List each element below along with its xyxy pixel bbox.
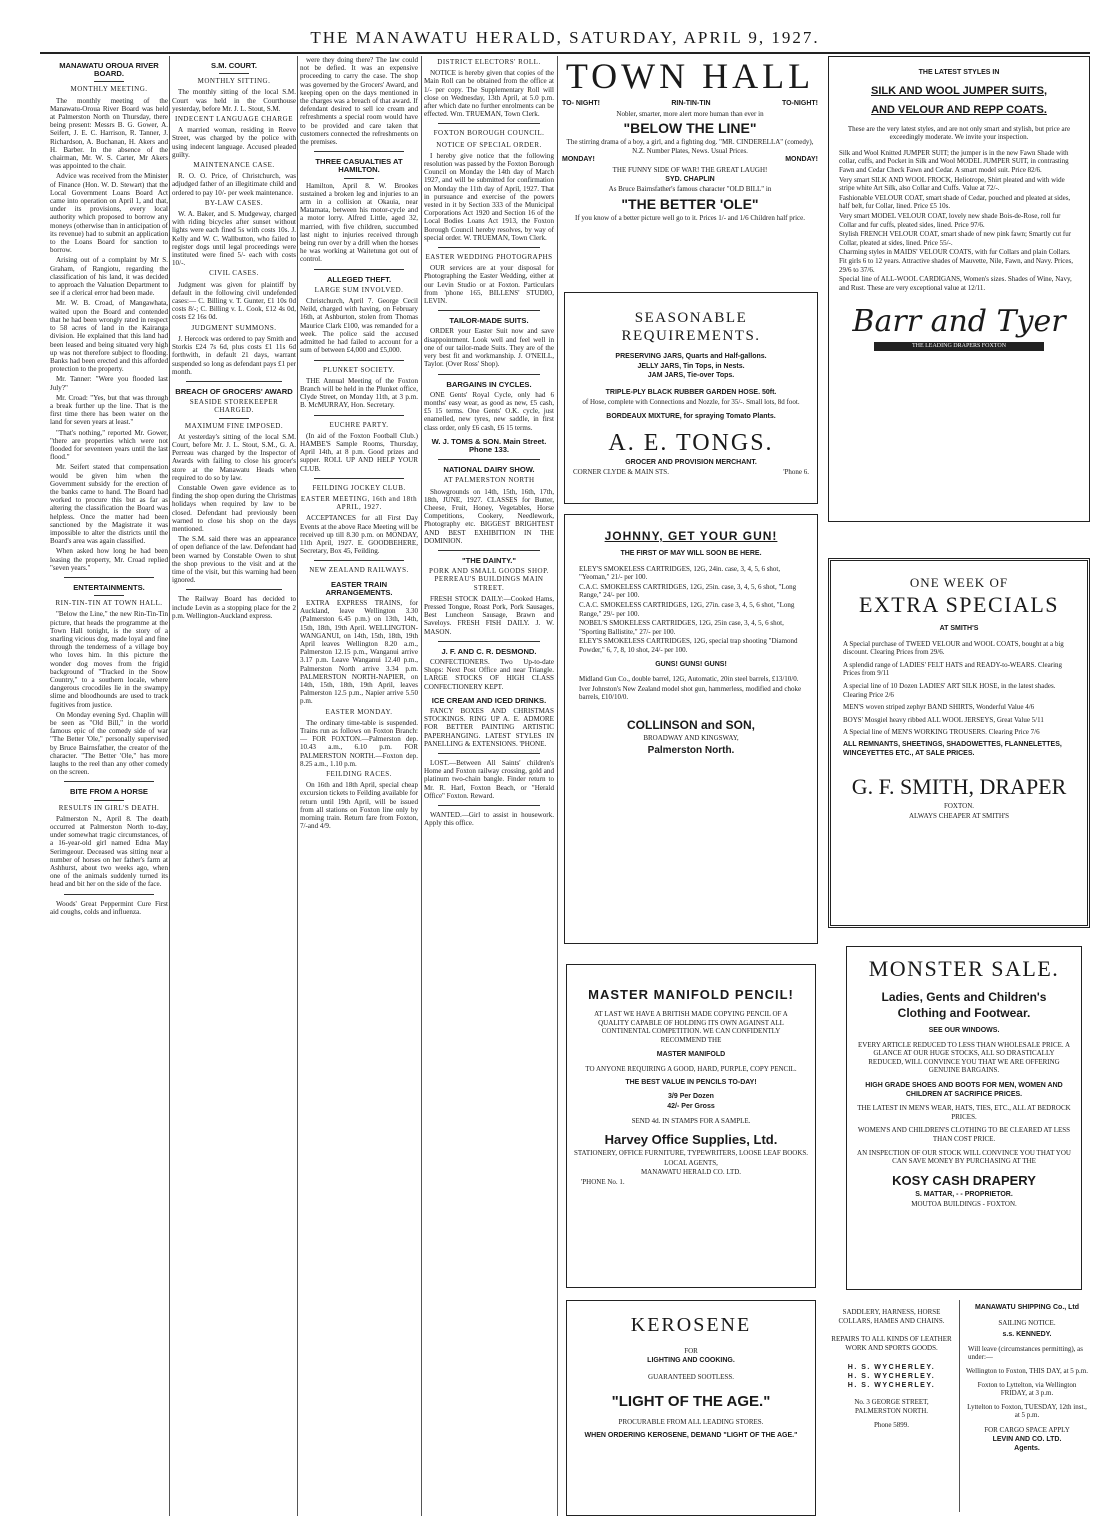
ad-text: Very smart MODEL VELOUR COAT, lovely new shade Bois-de-Rose, roll fur Collar and fur cuffs, pleated sides, lined. Price 97/6. (839, 211, 1061, 229)
ad-name: H. S. WYCHERLEY. (847, 1364, 936, 1372)
ad-barr-tyer (828, 56, 1090, 522)
ad-text: GUNS! GUNS! GUNS! (655, 660, 727, 668)
ad-text: ALWAYS CHEAPER AT SMITH'S (908, 811, 1010, 820)
ad-name: KOSY CASH DRAPERY (892, 1172, 1036, 1188)
subhead: EUCHRE PARTY. (329, 420, 389, 429)
ad-text: PRESERVING JARS, Quarts and Half-gallons. (615, 353, 767, 360)
ad-feature: "THE BETTER 'OLE" (621, 195, 759, 212)
headline: ICE CREAM AND ICED DRINKS. (431, 695, 547, 705)
article-paragraph: Christchurch, April 7. George Cecil Neild, charged with having, on February 16th, at Ashburton, stolen from Thomas Maurice Clark £100, was remanded for a week. The police said the accused admitted he had failed to account for a sum of between £4,000 and £5,000. (300, 297, 418, 355)
column-rule (169, 56, 170, 1516)
ad-text: THE LATEST IN MEN'S WEAR, HATS, TIES, ETC., ALL AT BEDROCK PRICES. (857, 1104, 1071, 1121)
headline: ENTERTAINMENTS. (73, 582, 145, 592)
article-paragraph: The monthly meeting of the Manawatu-Oroua River Board was held at Palmerston North on Thursday, there being present: Messrs B. G. Gower, A. Seifert, J. E. C. Harrison, R. Tanner, J. Richardson, A. Buchanan, H. Akers and H. Barber. In the absence of the chairman, Mr. W. S. Carter, Mr Akers was appointed to the chair. (50, 96, 168, 171)
subhead: NOTICE OF SPECIAL ORDER. (436, 140, 542, 149)
article-paragraph: Advice was received from the Minister of Finance (Hon. W. D. Stewart) that the Local Government Loans Board Act came into operation on April 1, and that, under its provisions, every local authority which proposed to borrow any moneys (otherwise than in anticipation of its revenue) had to submit an application to the Loans Board for sanction to borrow. (50, 172, 168, 255)
article-paragraph: On 16th and 18th April, special cheap excursion tickets to Feilding available for return until 19th April, will be issued from all stations on Foxton line only by morning train. Return fare from Foxton, 7/-and 4/9. (300, 781, 418, 831)
ad-text: LEVIN AND CO. LTD. (992, 1435, 1062, 1443)
ad-text: AN INSPECTION OF OUR STOCK WILL CONVINCE YOU THAT YOU CAN SAVE MONEY BY PURCHASING AT THE (857, 1148, 1071, 1166)
ad-text: THE FUNNY SIDE OF WAR! THE GREAT LAUGH! (612, 165, 768, 174)
ad-text: FOXTON. (943, 802, 974, 811)
ad-title: MANAWATU SHIPPING Co., Ltd (974, 1304, 1080, 1311)
ad-text: TRIPLE-PLY BLACK RUBBER GARDEN HOSE. 50ft. (605, 388, 777, 396)
ad-text: Charming styles in MAIDS' VELOUR COATS, with fur Collars and plain Collars. Fit girls 6 to 12 years. Attractive shades of Mauvette, Nile, Fawn, and Navy. Prices, 29/6 to 37/6. (839, 248, 1073, 274)
column-1 (50, 56, 168, 1521)
ad-town-hall (562, 56, 818, 246)
article-paragraph: ACCEPTANCES for all First Day Events at the above Race Meeting will be received up till 8.30 p.m. on MONDAY, 11th April, 1927. E. GOODBEHERE, Secretary, Box 45, Feilding. (300, 514, 418, 556)
ad-text: PROCURABLE FROM ALL LEADING STORES. (618, 1417, 764, 1426)
ad-text: TO- NIGHT! (562, 100, 600, 107)
subhead: RIN-TIN-TIN AT TOWN HALL. (55, 599, 163, 608)
ad-text: MONDAY! (785, 156, 818, 164)
column-rule (421, 56, 422, 1516)
subhead: EASTER MEETING, 16th and 18th APRIL, 1927. (300, 494, 418, 512)
ad-text: THE LATEST STYLES IN (918, 69, 1000, 76)
ad-text: Special line of ALL-WOOL CARDIGANS, Women's sizes. Shades of Wine, Navy, and Rust. These are very exceptional value at 12/11. (839, 275, 1072, 292)
ad-text: Will leave (circumstances permitting), as under:— (968, 1344, 1083, 1362)
ad-text: Silk and Wool Knitted JUMPER SUIT; the jumper is in the new Fawn Shade with collar, cuffs, and Pocket in Silk and Wool MODEL JUMPER SUIT, in contrasting Fawn and Cedar Check Fawn and Cedar. A smart model suit. Price 82/6. (839, 148, 1069, 174)
headline: THREE CASUALTIES AT HAMILTON. (315, 157, 403, 175)
article-paragraph: The Railway Board has decided to include Levin as a stopping place for the 2 p.m. Wellington-Auckland express. (172, 595, 296, 620)
ad-text: Very smart SILK AND WOOL FROCK, Heliotrope, Shirt pleated and with wide stripe white Art Silk, also Collar and Cuffs. Value at 72/-. (839, 175, 1065, 193)
column-2 (172, 56, 296, 1521)
subhead: PLUNKET SOCIETY. (323, 365, 395, 374)
article-paragraph: A married woman, residing in Reeve Street, was charged by the police with using indecent language. Accused pleaded guilty. (172, 126, 296, 159)
subhead: LARGE SUM INVOLVED. (314, 285, 404, 294)
ad-text: ELEY'S SMOKELESS CARTRIDGES, 12G, special trap shooting "Diamond Powder," 6, 7, 8, 10 shot, 24/- per 100. (579, 637, 798, 654)
subhead: NEW ZEALAND RAILWAYS. (309, 566, 409, 575)
column-3 (300, 56, 418, 1521)
ad-text: WHEN ORDERING KEROSENE, DEMAND "LIGHT OF THE AGE." (584, 1432, 798, 1440)
ad-title: MASTER MANIFOLD PENCIL! (588, 987, 794, 1002)
masthead: THE MANAWATU HERALD, SATURDAY, APRIL 9, 1927. (40, 28, 1090, 54)
ad-text: ONE WEEK OF (909, 575, 1009, 590)
ad-text: BORDEAUX MIXTURE, for spraying Tomato Plants. (606, 412, 776, 420)
ad-feature: "BELOW THE LINE" (623, 120, 757, 137)
ad-name: G. F. SMITH, DRAPER (851, 774, 1067, 800)
ad-text: No. 3 GEORGE STREET, PALMERSTON NORTH. (854, 1398, 929, 1415)
article-paragraph: ORDER your Easter Suit now and save disappointment. Look well and feel well in one of our tailor-made Suits. They are of the very best fit and workmanship. J. O'NEILL, Taylor. (Over Ross' Shop). (424, 327, 554, 369)
article-paragraph: The ordinary time-table is suspended. Trains run as follows on Foxton Branch:— FOR FOXTON.—Palmerston dep. 10.43 a.m., 6.10 p.m. FOR PALMERSTON NORTH.—Foxton dep. 8.25 a.m., 1.10 p.m. (300, 718, 418, 768)
ad-text: LOCAL AGENTS, (664, 1158, 718, 1167)
ad-text: S. MATTAR, - - PROPRIETOR. (915, 1190, 1013, 1198)
article-paragraph: EXTRA EXPRESS TRAINS, for Auckland, leave Wellington 3.30 (Palmerston 6.45 p.m.) on 13th, 14th, 15th, 18th, 19th April. WELLINGTON-WANGANUI, on 14th, 15th, 18th, 19th April leaves Wellington 8.20 a.m., Palmerston 12.15 p.m., Wanganui arrive 3.17 p.m. Leave Wanganui 12.40 p.m., Palmerston North arrive 3.34 p.m. PALMERSTON NORTH-NAPIER, on 14th, 15th, 18th, 19th April, leaves Palmerston 12.5 p.m., Napier arrive 5.50 p.m. (300, 598, 418, 706)
ad-text: If you know of a better picture well go to it. Prices 1/- and 1/6 Children half price. (575, 213, 805, 222)
ad-text: Lyttelton to Foxton, TUESDAY, 12th inst., at 5 p.m. (967, 1402, 1087, 1420)
ad-name: A. E. TONGS. (608, 429, 774, 456)
ad-text: CORNER CLYDE & MAIN STS. (573, 468, 669, 477)
article-paragraph: Mr. Croad: "Yes, but that was through a break further up the line. That is the first time there has been water on the land for seven years at least." (50, 393, 168, 427)
ad-text: Midland Gun Co., double barrel, 12G, Automatic, 20in steel barrels, £13/10/0. (579, 675, 799, 684)
ad-harvey (566, 964, 816, 1288)
article-paragraph: Mr. Tanner: "Were you flooded last July?" (50, 375, 168, 392)
ad-text: Ladies, Gents and Children's (881, 990, 1047, 1004)
ad-text: BOYS' Mosgiel heavy ribbed ALL WOOL JERSEYS, Great Value 5/11 (843, 715, 1044, 724)
ad-shipping (964, 1300, 1090, 1512)
ad-title: KEROSENE (630, 1314, 752, 1336)
ad-title: MONSTER SALE. (868, 956, 1060, 981)
ad-text: THE FIRST OF MAY WILL SOON BE HERE. (620, 550, 762, 557)
article-paragraph: were they doing there? The law could not be defied. It was an expensive proceeding to carry the case. The shop was governed by the Grocers' Award, and keeping open on the days mentioned in the charges was a breach of that award. If defendant desired to sell ice cream and refreshments a special room would have to be provided and care taken that customers connected the refreshments on the premises. (300, 56, 418, 147)
ad-text: JELLY JARS, Tin Tops, in Nests. (637, 362, 745, 370)
article-paragraph: FANCY BOXES AND CHRISTMAS STOCKINGS. RING UP A. E. ADMORE FOR BETTER PAINTING ARTISTIC PAPERHANGING. LATEST STYLES IN PANELLING & EXTENSIONS. 'PHONE. (424, 707, 554, 748)
ad-text: A special line of 10 Dozen LADIES' ART SILK HOSE, in the latest shades. Clearing Price 2/6 (843, 681, 1056, 699)
article-paragraph: R. O. O. Price, of Christchurch, was adjudged father of an illegitimate child and ordered to pay 10/- per week maintenance. (172, 172, 296, 197)
ad-text: BROADWAY AND KINGSWAY, (643, 733, 739, 742)
ad-text: 3/9 Per Dozen (668, 1093, 714, 1101)
subhead: DISTRICT ELECTORS' ROLL. (437, 58, 541, 66)
ad-text: LIGHTING AND COOKING. (647, 1356, 735, 1364)
barr-tyer-logo: Barr and Tyer (852, 304, 1066, 340)
headline: TAILOR-MADE SUITS. (449, 316, 529, 326)
ad-text: Phone 5899. (874, 1421, 909, 1430)
ad-text: C.A.C. SMOKELESS CARTRIDGES, 12G, 27in. case 3, 4, 5, 6 shot, "Long Range," 29/- per 100. (579, 600, 795, 618)
article-paragraph: OUR services are at your disposal for Photographing the Easter Wedding, either at our Levin Studio or at Foxton. Particulars from 'phone 165, BILLENS' STUDIO, LEVIN. (424, 264, 554, 306)
headline: ALLEGED THEFT. (326, 274, 392, 284)
ad-text: NOBEL'S SMOKELESS CARTRIDGES, 12G, 25in case, 3, 4, 5, 6 shot, "Sporting Ballistite," 27/- per 100. (579, 619, 784, 636)
ad-name: COLLINSON and SON, (626, 717, 755, 732)
ad-text: ALL REMNANTS, SHEETINGS, SHADOWETTES, FLANNELETTES, WINCEYETTES ETC., AT SALE PRICES. (843, 740, 1062, 757)
ad-text: MOUTOA BUILDINGS - FOXTON. (911, 1200, 1017, 1209)
ad-title: AND VELOUR AND REPP COATS. (871, 103, 1047, 116)
subhead: FEILDING RACES. (326, 770, 392, 779)
headline: BREACH OF GROCERS' AWARD (175, 386, 293, 396)
article-paragraph: Hamilton, April 8. W. Brookes sustained a broken leg and injuries to an arm in a collision at Okauia, near Matamata, between his motor-cycle and a motor lorry. Alfred Little, aged 32, married, with five children, succumbed last night to injuries received through being run over by a drill when the horses he was working at Waitetuna got out of control. (300, 181, 418, 264)
article-paragraph: The S.M. said there was an appearance of open defiance of the law. Defendant had been warned by Constable Owen to shut the shop previous to the visit and at the time of the visit, but this warning had been ignored. (172, 535, 296, 585)
ad-text: SYD. CHAPLIN (665, 175, 715, 183)
ad-text: RIN-TIN-TIN (671, 100, 711, 107)
ad-slogan: "LIGHT OF THE AGE." (611, 1392, 771, 1410)
headline: "THE DAINTY." (461, 555, 517, 565)
ad-title: JOHNNY, GET YOUR GUN! (604, 529, 778, 543)
ad-saddlery (824, 1300, 960, 1512)
article-paragraph: Woods' Great Peppermint Cure First aid coughs, colds and influenza. (50, 899, 168, 916)
subhead: AT PALMERSTON NORTH (443, 476, 535, 485)
ad-text: MEN'S woven striped zephyr BAND SHIRTS, Wonderful Value 4/6 (843, 703, 1035, 712)
subhead: RESULTS IN GIRL'S DEATH. (58, 803, 160, 812)
ad-text: Clothing and Footwear. (897, 1006, 1031, 1020)
ad-text: Nobler, smarter, more alert more human than ever in (616, 109, 764, 118)
ad-text: 42/- Per Gross (667, 1102, 715, 1110)
headline: MANAWATU OROUA RIVER BOARD. (59, 61, 159, 79)
headline: BITE FROM A HORSE (70, 787, 148, 797)
ad-text: Palmerston North. (647, 744, 735, 756)
article-paragraph: When asked how long he had been leasing the property, Mr. Croad replied "seven years." (50, 547, 168, 572)
article-paragraph: (In aid of the Foxton Football Club.) HAMBE'S Sample Rooms, Thursday, April 14th, at 8 p.m. Good prizes and supper. ROLL UP AND HELP YOUR CLUB. (300, 431, 418, 473)
subhead: MAINTENANCE CASE. (193, 161, 275, 170)
ad-name: H. S. WYCHERLEY. (847, 1372, 936, 1380)
ad-text: 'Phone 6. (783, 468, 809, 477)
article-paragraph: J. Hercock was ordered to pay Smith and Storkis £24 7s 6d, plus costs £1 11s 6d forthwith, in default 21 days, warrant suspended so long as defendant pays £1 per month. (172, 334, 296, 376)
ad-name: H. S. WYCHERLEY. (847, 1381, 936, 1389)
article-paragraph: FRESH STOCK DAILY:—Cooked Hams, Pressed Tongue, Roast Pork, Pork Sausages, Best Luncheon Sausage, Brawn and Saveloys. FRESH FISH DAILY. J. W. MASON. (424, 594, 554, 636)
ad-text: These are the very latest styles, and are not only smart and stylish, but price are exceedingly moderate. We invite your inspection. (847, 124, 1071, 142)
article-paragraph: I hereby give notice that the following resolution was passed by the Foxton Borough Council on Monday the 14th day of March 1927, and will be submitted for confirmation on Monday the 11th day of April, 1927. That in pursuance and exercise of the powers vested in it by Section 333 of the Municipal Corporations Act 1920 and Section 16 of the Local Bodies Loans Act 1913, the Foxton Borough Council hereby resolves, by way of special order. W. TRUEMAN, Town Clerk. (424, 151, 554, 242)
subhead: EASTER WEDDING PHOTOGRAPHS (425, 253, 553, 262)
ad-text: Wellington to Foxton, THIS DAY, at 5 p.m. (965, 1366, 1088, 1375)
ad-text: WOMEN'S AND CHILDREN'S CLOTHING TO BE CLEARED AT LESS THAN COST PRICE. (857, 1126, 1071, 1143)
article-paragraph: Constable Owen gave evidence as to finding the shop open during the Christmas holidays when required by law to be closed. Defendant had previously been warned to close his shop on the days mentioned. (172, 483, 296, 533)
subhead: MAXIMUM FINE IMPOSED. (184, 421, 284, 430)
ad-title: TOWN HALL (565, 56, 815, 96)
column-rule (297, 56, 298, 1516)
article-paragraph: On Monday evening Syd. Chaplin will be seen as "Old Bill," in the world famous epic of the comedy side of war "The Better 'Ole," personally supervised by Bruce Bairnsfather, the creator of the character. "The Better 'Ole," has more laughs to the reel than any other comedy on the screen. (50, 710, 168, 777)
subhead: MONTHLY SITTING. (197, 77, 271, 86)
ad-name: Harvey Office Supplies, Ltd. (604, 1131, 778, 1147)
ad-text: GROCER AND PROVISION MERCHANT. (625, 458, 757, 466)
ad-kerosene (566, 1300, 816, 1516)
ad-text: s.s. KENNEDY. (1002, 1331, 1052, 1339)
article-paragraph: "That's nothing," reported Mr. Gower, "there are properties which were not flooded for seventeen years until the last flood." (50, 428, 168, 462)
article-paragraph: Mr. W. B. Croad, of Mangawhata, waited upon the Board and contended that he had been wrongly rated in respect to 58 acres of land in the Kairanga division. He explained that this land had been leased and being situated very high up was not therefore subject to flooding. Banks had been erected and this afforded protection to the property. (50, 299, 168, 374)
column-4 (424, 56, 554, 1521)
ad-text: AT SMITH'S (939, 625, 979, 632)
ad-text: SADDLERY, HARNESS, HORSE COLLARS, HAMES AND CHAINS. (838, 1308, 945, 1325)
ad-text: REPAIRS TO ALL KINDS OF LEATHER WORK AND SPORTS GOODS. (831, 1335, 952, 1352)
subhead: BY-LAW CASES. (204, 198, 264, 207)
ad-text: MANAWATU HERALD CO. LTD. (640, 1168, 742, 1177)
ad-tongs (564, 292, 818, 504)
headline: J. F. AND C. R. DESMOND. (441, 646, 537, 656)
ad-text: A splendid range of LADIES' FELT HATS and READY-to-WEARS. Clearing Prices from 9/11 (843, 660, 1063, 678)
article-paragraph: Mr. Seifert stated that compensation would be given him when the Government subsidy for the erection of the banks came to hand. The Board had worked to procure this but as far as altering the classification the Board was helpless. Once the matter had been sanctioned by the Magistrate it was impossible to alter the districts until the Board's area was again classified. (50, 463, 168, 546)
ad-text: The stirring drama of a boy, a girl, and a fighting dog. "MR. CINDERELLA" (comedy), N.Z. Number Plates, News. Usual Prices. (566, 138, 814, 155)
ad-text: MASTER MANIFOLD (656, 1051, 726, 1059)
subhead: CIVIL CASES. (209, 269, 259, 278)
subhead: INDECENT LANGUAGE CHARGE (174, 115, 294, 124)
article-paragraph: Judgment was given for plaintiff by default in the following civil undefended cases:— C. Billing v. T. Gunter, £1 10s 0d costs 8/-; C. Billing v. L. Cook, £12 4s 0d, costs £2 16s 0d. (172, 280, 296, 322)
headline: W. J. TOMS & SON. Main Street. Phone 133. (431, 436, 547, 454)
ad-text: GUARANTEED SOOTLESS. (648, 1373, 734, 1382)
ad-smith (828, 558, 1090, 928)
article-paragraph: At yesterday's sitting of the local S.M. Court, before Mr. J. L. Stout, S.M., G. A. Perreau was charged by the Inspector of Awards with failing to close his grocer's store at the Manawatu Heads when required to do so by law. (172, 432, 296, 482)
ad-text: As Bruce Bairnsfather's famous character "OLD BILL" in (608, 185, 772, 194)
ad-text: A Special purchase of TWEED VELOUR and WOOL COATS, bought at a big discount. Clearing Prices from 29/6. (843, 639, 1064, 657)
ad-text: STATIONERY, OFFICE FURNITURE, TYPEWRITERS, LOOSE LEAF BOOKS. (573, 1148, 809, 1157)
ad-title: SILK AND WOOL JUMPER SUITS, (870, 84, 1047, 97)
article-paragraph: Showgrounds on 14th, 15th, 16th, 17th, 18th, JUNE, 1927. CLASSES for Butter, Cheese, Fruit, Honey, Vegetables, Horse Competitions, Cookery, Needlework, Photography etc. BIGGEST BRIGHTEST AND BEST EXHIBITION IN THE DOMINION. (424, 487, 554, 545)
article-paragraph: "Below the Line," the new Rin-Tin-Tin picture, that heads the programme at the Town Hall tonight, is the story of a snarling vicious dog, made loyal and fine through the tenderness of a village boy who loves him. In this picture the wonder dog moves from the frigid background of "Tracked in the Snow Country," to a southern locale, where dangerous crocodiles lie in the swampy slime and bloodhounds are used to track fugitives from justice. (50, 610, 168, 709)
ad-text: Fashionable VELOUR COAT, smart shade of Cedar, pouched and pleated at sides, half belt, fur Collar, lined. Price £5 10s. (839, 193, 1071, 211)
headline: EASTER TRAIN ARRANGEMENTS. (325, 579, 393, 597)
ad-text: EVERY ARTICLE REDUCED TO LESS THAN WHOLESALE PRICE. A GLANCE AT OUR HUGE STOCKS, ALL SO DRASTICALLY REDUCED, WILL CONVINCE YOU THAT WE ARE OFFERING GENUINE BARGAINS. (857, 1040, 1071, 1075)
ad-text: AT LAST WE HAVE A BRITISH MADE COPYING PENCIL OF A QUALITY CAPABLE OF HOLDING ITS OWN AGAINST ALL CONTINENTAL COMPETITION. WE CAN CONFIDENTLY RECOMMEND THE (594, 1010, 788, 1044)
ad-text: Iver Johnston's New Zealand model shot gun, hammerless, modified and choke barrels, £10/10/0. (579, 684, 802, 702)
ad-text: ELEY'S SMOKELESS CARTRIDGES, 12G, 24in. case, 3, 4, 5, 6 shot, "Yeoman," 21/- per 100. (579, 564, 781, 582)
ad-title: SEASONABLE REQUIREMENTS. (621, 310, 761, 344)
article-paragraph: The monthly sitting of the local S.M. Court was held in the Courthouse yesterday, before Mr. J. L. Stout, S.M. (172, 88, 296, 113)
ad-text: JAM JARS, Tie-over Tops. (647, 372, 735, 380)
article-paragraph: Arising out of a complaint by Mr S. Graham, of Rangiotu, regarding the classification of his land, it was decided to approach the Valuation Department to see if a clerical error had been made. (50, 256, 168, 298)
ad-text: Agents. (1014, 1445, 1040, 1453)
ad-title: EXTRA SPECIALS (858, 592, 1060, 617)
ad-collinson (564, 514, 818, 944)
subhead: JUDGMENT SUMMONS. (191, 323, 277, 332)
subhead: PORK AND SMALL GOODS SHOP. PERREAU'S BUILDINGS MAIN STREET. (429, 567, 549, 592)
subhead: FOXTON BOROUGH COUNCIL. (433, 129, 545, 138)
headline: BARGAINS IN CYCLES. (446, 379, 532, 389)
ad-text: Foxton to Lyttelton, via Wellington FRIDAY, at 3 p.m. (977, 1380, 1077, 1398)
ad-text: A Special line of MEN'S WORKING TROUSERS. Clearing Price 7/6 (843, 728, 1040, 737)
ad-text: THE BEST VALUE IN PENCILS TO-DAY! (625, 1078, 757, 1086)
column-rule (557, 56, 558, 1516)
subhead: FEILDING JOCKEY CLUB. (312, 483, 406, 492)
ad-text: FOR (684, 1347, 698, 1355)
subhead: EASTER MONDAY. (325, 707, 393, 716)
ad-text: Stylish FRENCH VELOUR COAT, smart shade of new pink fawn; Smartly cut fur Collar, pleated at sides, lined. Price 55/-. (839, 230, 1072, 247)
article-paragraph: NOTICE is hereby given that copies of the Main Roll can be obtained from the office at 1/- per copy. The Supplementary Roll will close on Wednesday, 13th April, at 5.0 p.m. after which date no further enrolments can be effected. Wm. TRUEMAN, Town Clerk. (424, 69, 554, 119)
ad-text: TO ANYONE REQUIRING A GOOD, HARD, PURPLE, COPY PENCIL. (585, 1064, 797, 1073)
article-paragraph: Palmerston N., April 8. The death occurred at Palmerston North to-day, under somewhat tragic circumstances, of a 16-year-old girl named Edna May Serimgeour. Deceased was sitting near a number of horses on her father's farm at Ashhurst, about two weeks ago, when one of the animals suddenly turned its head and bit her on the side of the face. (50, 814, 168, 889)
article-paragraph: THE Annual Meeting of the Foxton Branch will be held in the Plunket office, Clyde Street, on Monday 11th, at 3 p.m. B. McMURRAY, Hon. Secretary. (300, 376, 418, 410)
ad-text: SAILING NOTICE. (998, 1318, 1056, 1327)
ad-monster-sale (846, 946, 1082, 1290)
ad-text: HIGH GRADE SHOES AND BOOTS FOR MEN, WOMEN AND CHILDREN AT SACRIFICE PRICES. (865, 1081, 1063, 1098)
article-paragraph: WANTED.—Girl to assist in housework. Apply this office. (424, 811, 554, 828)
subhead: SEASIDE STOREKEEPER CHARGED. (189, 398, 279, 415)
article-paragraph: CONFECTIONERS. Two Up-to-date Shops: Next Post Office and near Triangle. LARGE STOCKS OF HIGH CLASS CONFECTIONERY KEPT. (424, 657, 554, 691)
headline: S.M. COURT. (211, 61, 257, 70)
article-paragraph: W. A. Baker, and S. Mudgeway, charged with riding bicycles after sunset without lights were each fined 5s with costs 10s. J. Kelly and W. C. Wallbutton, who failed to register dogs until legal proceedings were instituted were fined 5/- each with costs 10/-. (172, 210, 296, 268)
ad-text: MONDAY! (562, 156, 595, 164)
article-paragraph: LOST.—Between All Saints' children's Home and Foxton railway crossing, gold and platinum two-chain bangle. Finder return to Mr. R. Harl, Foxton Beach, or "Herald Office" Foxton. Reward. (424, 759, 554, 800)
article-paragraph: ONE Gents' Royal Cycle, only had 6 months' easy wear, as good as new, £5 cash, £5 15 terms. One Gents' O.K. cycle, just enamelled, new tyres, new saddle, in first class order, only £6 cash, £6 15 terms. (424, 390, 554, 432)
ad-text: SEND 4d. IN STAMPS FOR A SAMPLE. (631, 1117, 751, 1126)
ad-text: TO-NIGHT! (781, 100, 818, 107)
subhead: MONTHLY MEETING. (70, 85, 148, 94)
ad-text: SEE OUR WINDOWS. (928, 1027, 1000, 1034)
ad-text: FOR CARGO SPACE APPLY (984, 1425, 1070, 1434)
headline: NATIONAL DAIRY SHOW. (443, 465, 535, 475)
ad-text: C.A.C. SMOKELESS CARTRIDGES, 12G, 25in. case, 3, 4, 5, 6 shot, "Long Range," 24/- per 100. (579, 582, 797, 600)
ad-text: of Hose, complete with Connections and Nozzle, for 35/-. Small lots, 8d foot. (582, 398, 800, 407)
logo-tagline: THE LEADING DRAPERS FOXTON (874, 342, 1044, 351)
ad-text: 'PHONE No. 1. (581, 1177, 625, 1186)
